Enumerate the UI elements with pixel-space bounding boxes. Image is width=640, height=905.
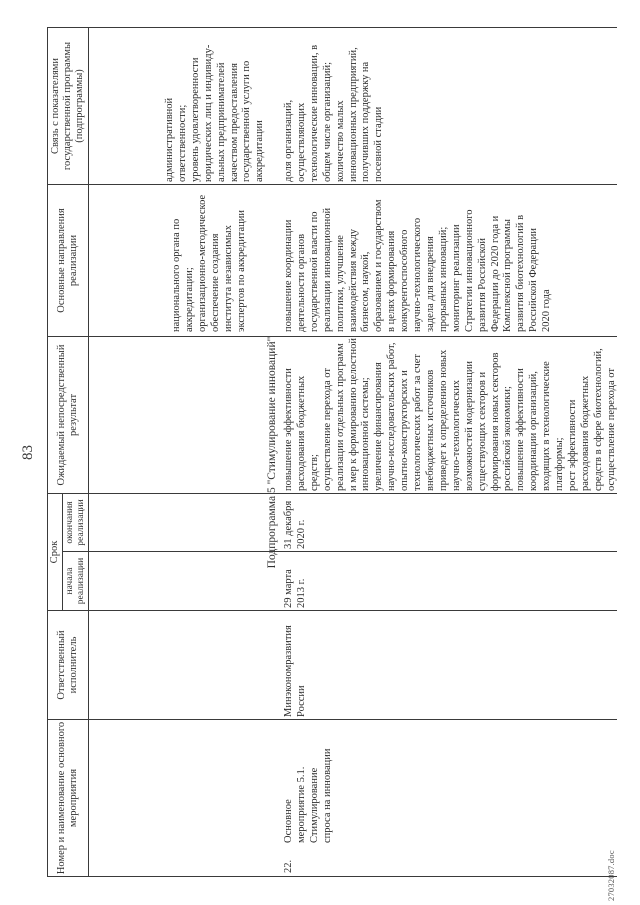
subprogram-title: Подпрограмма 5 "Стимулирование инноваций": [266, 336, 278, 569]
row-directions: повышение координации деятельности органов государственной власти по реализации инновационной политики, улучшение взаимодействия между бизнесом, наукой, образованием и государством в целях формирования конкурентоспособного научно-технологического задела для внедрения прорывных инноваций; мониторинг реализации Стратегии инновационного развития Российской Федерации до 2020 года и Комплексной программы развития биотехнологий в Российской Федерации 2020 года: [283, 199, 553, 332]
col-divider-3: [62, 551, 617, 552]
header-result: Ожидаемый непосредственный результат: [56, 344, 79, 486]
header-link: Связь с показателями государственной программы (подпрограммы): [50, 41, 85, 171]
header-number-name: Номер и наименование основного мероприятия: [56, 721, 79, 875]
header-term: Срок: [49, 540, 60, 564]
row-end-date: 31 декабря 2020 г.: [283, 500, 307, 549]
row-start-date: 29 марта 2013 г.: [283, 569, 307, 608]
continued-link: административной ответственности; уровень удовлетворенности юридических лиц и индивиду- альных предпринимателей качеством предоставления государственной услуги по аккредитации: [164, 44, 266, 182]
row-executor: Минэкономразвития России: [283, 625, 307, 717]
page-number: 83: [20, 445, 36, 460]
table-right-border: [47, 27, 617, 28]
row-number: 22.: [283, 859, 294, 873]
col-divider-2: [47, 610, 617, 611]
table-left-border: [47, 876, 617, 877]
continued-directions: национального органа по аккредитации; организационно-методическое обеспечение создания института независимых экспертов по аккредитации: [171, 194, 247, 332]
header-directions: Основные направления реализации: [56, 208, 79, 313]
header-bottom-border: [88, 27, 89, 877]
col-divider-1: [47, 719, 617, 720]
row-name: Основное мероприятие 5.1. Стимулирование спроса на инновации: [283, 748, 333, 843]
row-result: повышение эффективности расходования бюджетных средств; осуществление перехода от реализации отдельных программ и мер к формированию целостной инновационной системы; увеличение финансирования научно-исследовательских работ, опытно-конструкторских и технологических работ за счет внебюджетных источников приведет к определению новых научно-технологических возможностей модернизации существующих секторов и формирования новых секторов российской экономики; повышение эффективности координации организаций, входящих в технологические платформы; рост эффективности расходования бюджетных средств в сфере биотехнологий, осуществление перехода от: [283, 337, 617, 491]
header-start: начала реализации: [65, 557, 86, 605]
header-executor: Ответственный исполнитель: [56, 630, 79, 700]
row-link: доля организаций, осуществляющих технологические инновации, в общем числе организаций; количество малых инновационных предприятий, получивших поддержку на посевной стадии: [283, 44, 385, 182]
header-end: окончания реализации: [65, 499, 86, 546]
col-divider-4: [47, 493, 617, 494]
